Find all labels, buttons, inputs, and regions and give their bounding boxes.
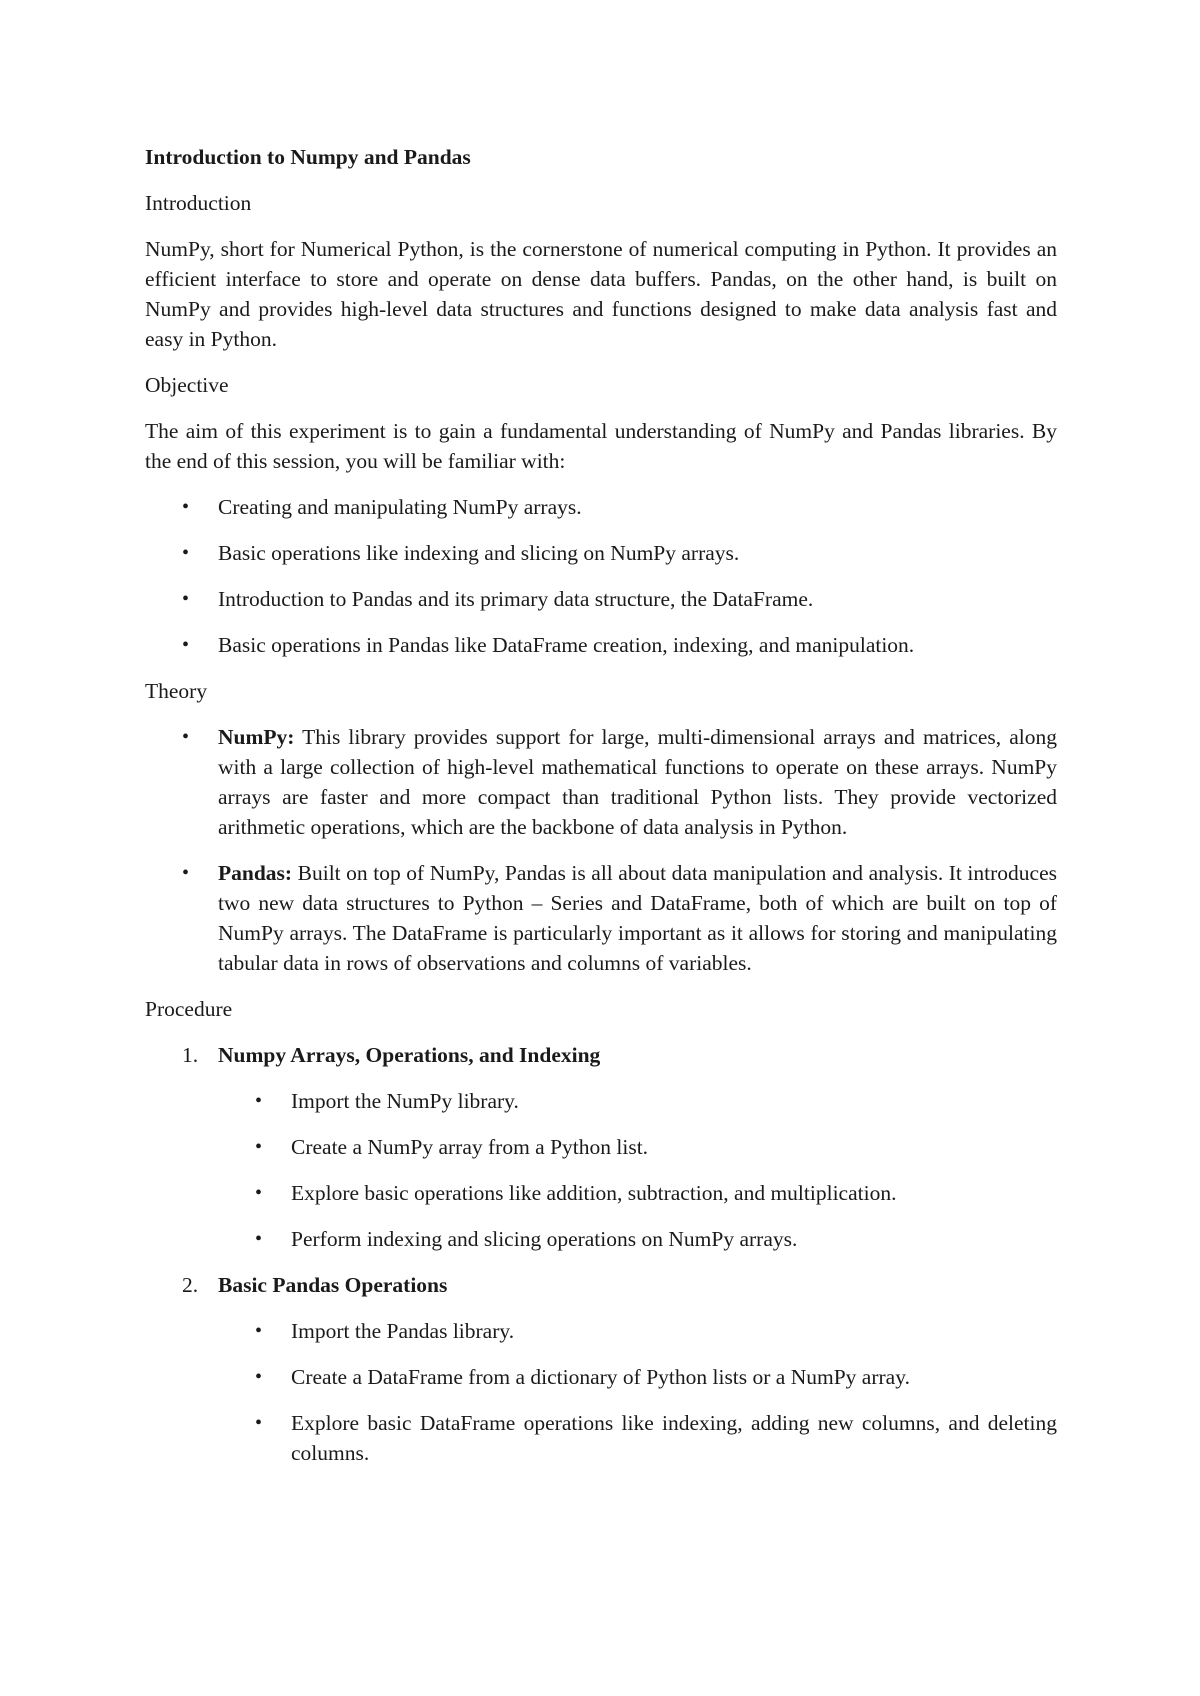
bullet-icon: • xyxy=(182,726,190,748)
substep-text: Create a DataFrame from a dictionary of Python lists or a NumPy array. xyxy=(291,1365,910,1389)
bullet-icon: • xyxy=(255,1182,263,1204)
substep-item xyxy=(145,1086,1057,1116)
introduction-paragraph: NumPy, short for Numerical Python, is the cornerstone of numerical computing in Python. It provides an efficient interface to store and operate on dense data buffers. Pandas, on the other hand, is built on NumPy and provides high-level data structures and functions designed to make data analysis fast and easy in Python. xyxy=(145,237,1057,351)
procedure-substeps xyxy=(145,1316,1057,1468)
objective-item-text: Creating and manipulating NumPy arrays. xyxy=(218,495,582,519)
theory-list-item xyxy=(145,722,1057,842)
bullet-icon: • xyxy=(255,1136,263,1158)
step-title-text: Numpy Arrays, Operations, and Indexing xyxy=(218,1043,601,1067)
substep-text: Import the NumPy library. xyxy=(291,1089,519,1113)
objective-paragraph: The aim of this experiment is to gain a fundamental understanding of NumPy and Pandas libraries. By the end of this session, you will be familiar with: xyxy=(145,419,1057,473)
theory-term: Pandas: xyxy=(218,861,293,885)
bullet-icon: • xyxy=(255,1090,263,1112)
theory-description: This library provides support for large, multi-dimensional arrays and matrices, along with a large collection of high-level mathematical functions to operate on these arrays. NumPy arrays are faster and more compact than traditional Python lists. They provide vectorized arithmetic operations, which are the backbone of data analysis in Python. xyxy=(218,725,1057,839)
objective-heading: Objective xyxy=(145,373,229,397)
bullet-icon: • xyxy=(182,496,190,518)
bullet-icon: • xyxy=(182,634,190,656)
objective-list xyxy=(145,492,1057,660)
procedure-step xyxy=(145,1040,1057,1254)
procedure-step-title xyxy=(145,1270,1057,1300)
step-number: 2. xyxy=(182,1273,199,1297)
substep-text: Explore basic operations like addition, subtraction, and multiplication. xyxy=(291,1181,897,1205)
step-title-text: Basic Pandas Operations xyxy=(218,1273,448,1297)
bullet-icon: • xyxy=(255,1320,263,1342)
substep-item xyxy=(145,1224,1057,1254)
theory-description: Built on top of NumPy, Pandas is all about data manipulation and analysis. It introduces two new data structures to Python – Series and DataFrame, both of which are built on top of NumPy arrays. The DataFrame is particularly important as it allows for storing and manipulating tabular data in rows of observations and columns of variables. xyxy=(218,861,1057,975)
objective-list-item xyxy=(145,538,1057,568)
procedure-steps xyxy=(145,1040,1057,1468)
bullet-icon: • xyxy=(255,1366,263,1388)
substep-text: Create a NumPy array from a Python list. xyxy=(291,1135,649,1159)
bullet-icon: • xyxy=(182,588,190,610)
bullet-icon: • xyxy=(255,1412,263,1434)
procedure-substeps xyxy=(145,1086,1057,1254)
objective-list-item xyxy=(145,492,1057,522)
substep-item xyxy=(145,1132,1057,1162)
objective-list-item xyxy=(145,584,1057,614)
theory-term: NumPy: xyxy=(218,725,295,749)
document-title: Introduction to Numpy and Pandas xyxy=(145,145,471,169)
theory-list-item xyxy=(145,858,1057,978)
procedure-heading: Procedure xyxy=(145,997,233,1021)
step-number: 1. xyxy=(182,1043,199,1067)
introduction-heading: Introduction xyxy=(145,191,252,215)
bullet-icon: • xyxy=(182,542,190,564)
procedure-step-title xyxy=(145,1040,1057,1070)
bullet-icon: • xyxy=(182,862,190,884)
substep-item xyxy=(145,1408,1057,1468)
objective-item-text: Basic operations like indexing and slicing on NumPy arrays. xyxy=(218,541,740,565)
bullet-icon: • xyxy=(255,1228,263,1250)
document-page xyxy=(145,142,1057,1484)
substep-text: Import the Pandas library. xyxy=(291,1319,515,1343)
substep-item xyxy=(145,1316,1057,1346)
theory-list xyxy=(145,722,1057,978)
objective-item-text: Basic operations in Pandas like DataFrame creation, indexing, and manipulation. xyxy=(218,633,915,657)
procedure-step xyxy=(145,1270,1057,1468)
substep-text: Perform indexing and slicing operations on NumPy arrays. xyxy=(291,1227,798,1251)
theory-heading: Theory xyxy=(145,679,208,703)
objective-list-item xyxy=(145,630,1057,660)
objective-item-text: Introduction to Pandas and its primary data structure, the DataFrame. xyxy=(218,587,814,611)
substep-item xyxy=(145,1178,1057,1208)
substep-item xyxy=(145,1362,1057,1392)
substep-text: Explore basic DataFrame operations like indexing, adding new columns, and deleting columns. xyxy=(291,1411,1057,1465)
